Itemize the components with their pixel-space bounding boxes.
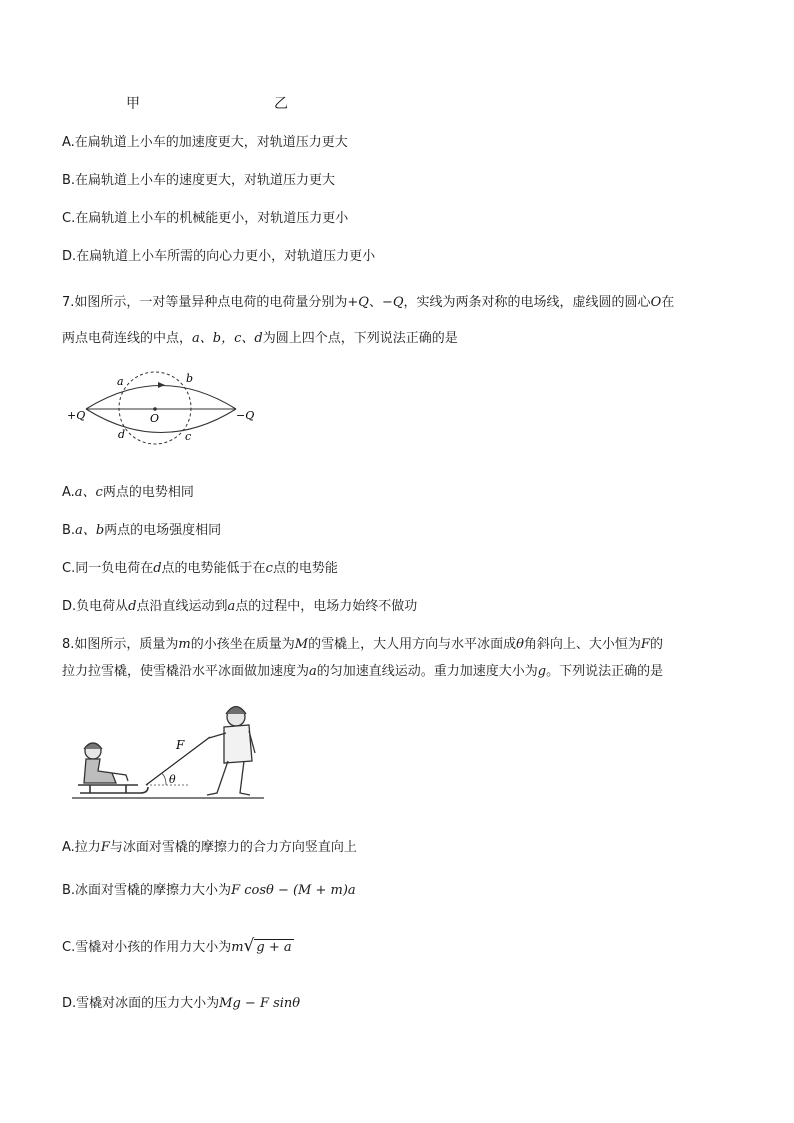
angle-arc (161, 773, 166, 785)
center-point-o (153, 407, 157, 411)
q7-field-figure (64, 368, 254, 454)
q7-option-d: D.负电荷从d点沿直线运动到a点的过程中，电场力始终不做功 (62, 599, 418, 614)
label-yi: 乙 (274, 96, 288, 112)
q7-option-c: C.同一负电荷在d点的电势能低于在c点的电势能 (62, 561, 338, 576)
child-icon (84, 743, 128, 783)
label-d: d (118, 428, 126, 441)
adult-icon (207, 707, 255, 796)
q8-option-a: A.拉力F与冰面对雪橇的摩擦力的合力方向竖直向上 (62, 840, 357, 855)
label-minus-q: −Q (236, 409, 254, 422)
label-f: F (176, 738, 185, 752)
label-a: a (117, 375, 124, 388)
q7-stem-line2: 两点电荷连线的中点，a、b，c、d为圆上四个点，下列说法正确的是 (62, 331, 458, 346)
q7-option-a: A.a、c两点的电势相同 (62, 485, 194, 500)
label-c: c (185, 430, 192, 443)
q6-option-d: D.在扁轨道上小车所需的向心力更小，对轨道压力更小 (62, 249, 376, 264)
label-o: O (150, 412, 160, 425)
sled-icon (78, 785, 148, 793)
q8-stem-line1: 8.如图所示，质量为m的小孩坐在质量为M的雪橇上，大人用方向与水平冰面成θ角斜向上、大小恒为F的 (62, 637, 663, 652)
field-arrow-icon (158, 382, 165, 388)
upper-field-line (86, 386, 236, 410)
q7-option-b: B.a、b两点的电场强度相同 (62, 523, 222, 538)
q8-option-d: D.雪橇对冰面的压力大小为Mg − F sinθ (62, 996, 301, 1011)
q6-option-a: A.在扁轨道上小车的加速度更大，对轨道压力更大 (62, 135, 348, 150)
q8-option-c: C.雪橇对小孩的作用力大小为m√ g + a (62, 936, 292, 956)
q8-option-b: B.冰面对雪橇的摩擦力大小为F cosθ − (M + m)a (62, 883, 356, 898)
label-b: b (186, 372, 194, 385)
label-theta: θ (169, 773, 176, 786)
q8-stem-line2: 拉力拉雪橇，使雪橇沿水平冰面做加速度为a的匀加速直线运动。重力加速度大小为g。下列说法正确的是 (62, 664, 664, 679)
q8-sled-figure (68, 695, 268, 811)
q6-option-c: C.在扁轨道上小车的机械能更小，对轨道压力更小 (62, 211, 349, 226)
label-plus-q: +Q (67, 409, 86, 422)
lower-field-line (86, 409, 236, 433)
q6-option-b: B.在扁轨道上小车的速度更大，对轨道压力更大 (62, 173, 336, 188)
q7-stem-line1: 7.如图所示，一对等量异种点电荷的电荷量分别为+Q、−Q，实线为两条对称的电场线，虚线圆的圆心O在 (62, 295, 675, 310)
radical-sign: √ (243, 936, 255, 956)
label-jia: 甲 (126, 96, 140, 112)
